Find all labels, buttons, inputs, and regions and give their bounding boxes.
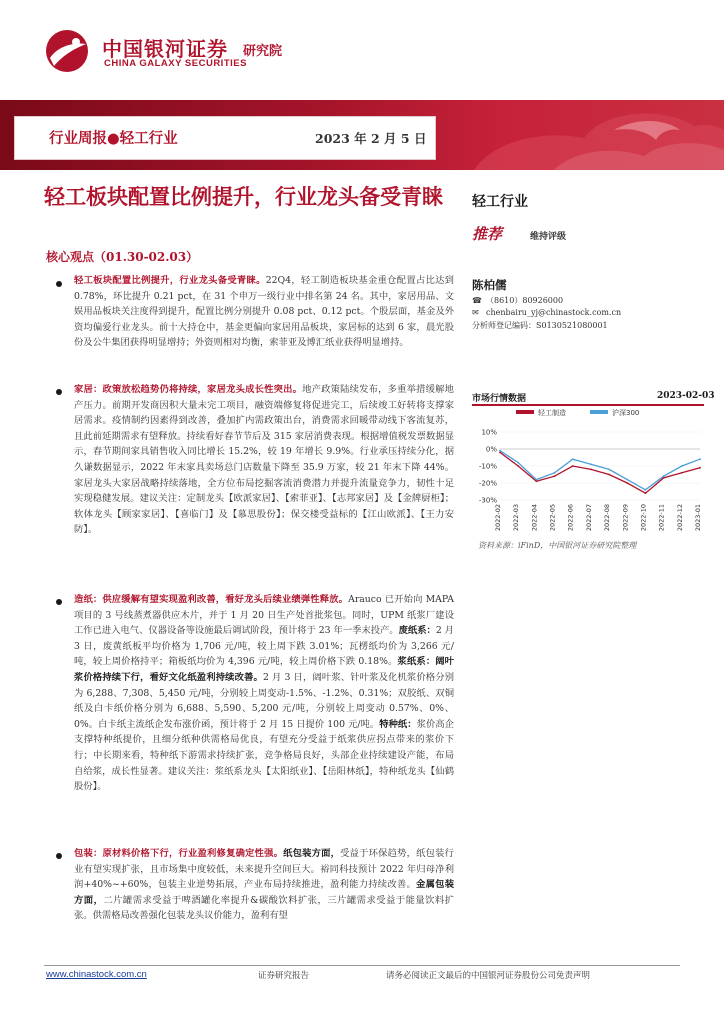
- bullet-dot: [56, 853, 62, 859]
- x-tick-label: 2022-05: [548, 504, 557, 532]
- cloud-ornament-icon: [434, 100, 724, 170]
- phone-number: （8610）80926000: [486, 296, 564, 305]
- chart-source: 资料来源：iFinD，中国银河证券研究院整理: [478, 541, 637, 550]
- bullet-3-heading: 造纸：供应缓解有望实现盈利改善，看好龙头后续业绩弹性释放。: [74, 594, 349, 605]
- bullet-3-special: 特种纸：: [379, 718, 417, 730]
- data-point: [626, 479, 628, 481]
- data-point: [608, 469, 610, 471]
- data-point: [590, 463, 592, 465]
- analyst-phone: [472, 295, 563, 306]
- data-point: [572, 458, 574, 460]
- bullet-3-body-2: 2 月 3 日，废黄纸板平均价格为 1,706 元/吨，较上周下跌 3.01%；瓦楞纸均价为 3,266 元/吨，较上周价格持平；箱板纸均价为 4,396 元/吨，较上周价格下跌 0.18%。: [74, 625, 454, 668]
- bullet-3-pulp-heading: 阔叶浆价格持续下行，看好文化纸盈利持续改善。: [74, 656, 454, 683]
- bullet-dot: [56, 389, 62, 395]
- y-tick-label: 10%: [481, 428, 497, 437]
- legend-label: 沪深300: [612, 409, 640, 417]
- legend-swatch: [590, 410, 608, 414]
- footer-disclaimer: 请务必阅读正文最后的中国银河证券股份公司免责声明: [386, 971, 591, 981]
- galaxy-logo-icon: [44, 28, 90, 74]
- bullet-2-body: 地产政策陆续发布，多重举措缓解地产压力。前期开发商因积大量未完工项目，融资端修复将促进完工，后续竣工好转将支撑家居需求。疫情制约因素得到改善，叠加扩内需政策出台，消费需求回暖带动线下客流复苏，且此前延期需求有望释放。持续看好春节节后及 315 家居消费表现。根据增值税发票数据显示，春节期间家具销售收入同比增长 15.2%，较 19 年增长 9.9%。行业承压持续分化，据久谦数据显示，2022 年末家具卖场总门店数量下降至 35.9 万家，较 21 年末下降 44%。家居龙头大家居战略持续落地，全方位布局挖掘客流消费潜力并提升流量竞争力，韧性十足实现稳健发展。建议关注：定制龙头【欧派家居】、【索菲亚】、【志邦家居】及【金牌厨柜】；软体龙头【顾家家居】、【喜临门】及【慕思股份】；保交楼受益标的【江山欧派】、【王力安防】。: [74, 384, 454, 536]
- bullet-4-paper: 纸包装方面，: [283, 848, 341, 859]
- report-category: 行业周报●轻工行业: [49, 130, 178, 147]
- brand-dept: 研究院: [243, 44, 283, 59]
- email-link[interactable]: chenbairu_yj@chinastock.com.cn: [486, 308, 622, 317]
- market-date: 2023-02-03: [657, 391, 715, 401]
- x-tick-label: 2022-09: [621, 504, 630, 532]
- x-tick-label: 2022-11: [657, 504, 666, 532]
- x-tick-label: 2022-03: [512, 504, 521, 532]
- mail-icon: ✉: [472, 308, 479, 317]
- legend-label: 轻工制造: [538, 409, 566, 417]
- rating-note: 维持评级: [530, 232, 567, 242]
- data-point: [681, 465, 683, 467]
- data-point: [535, 479, 537, 481]
- data-point: [645, 489, 647, 491]
- y-tick-label: -30%: [478, 496, 497, 505]
- data-point: [699, 467, 701, 469]
- y-tick-label: 0%: [485, 445, 497, 454]
- data-point: [681, 472, 683, 474]
- bullet-home: [74, 382, 454, 538]
- brand-name-cn: 中国银河证券: [102, 37, 228, 61]
- reg-code: S0130521080001: [536, 321, 608, 330]
- footer-url-link[interactable]: www.chinastock.com.cn: [46, 969, 147, 980]
- data-point: [499, 450, 501, 452]
- series-line-沪深300: [500, 451, 700, 490]
- header-band: [0, 100, 724, 170]
- data-point: [663, 475, 665, 477]
- sector-name: 轻工行业: [472, 194, 528, 210]
- reg-label: 分析师登记编码：: [472, 321, 536, 330]
- bullet-paper: [74, 592, 454, 795]
- y-tick-label: -20%: [478, 479, 497, 488]
- bullet-3-pulp: 浆纸系：: [397, 656, 436, 668]
- x-tick-label: 2022-07: [584, 504, 593, 532]
- y-tick-label: -10%: [478, 462, 497, 471]
- bullet-dot: [56, 599, 62, 605]
- data-point: [699, 458, 701, 460]
- bullet-3-body-1: Arauco 已开始向 MAPA 项目的 3 号线蒸煮器供应木片，并于 1 月 20 日生产处首批浆包。同时，UPM 纸浆厂建设工作已进入电气、仪器设备等设施最后调试阶段，预计将于 23 年一季末投产。: [74, 594, 454, 637]
- legend-swatch: [516, 410, 534, 414]
- data-point: [590, 469, 592, 471]
- data-point: [626, 482, 628, 484]
- bullet-4-metal: 金属包装方面，: [74, 879, 454, 906]
- x-tick-label: 2022-12: [675, 504, 684, 532]
- x-tick-label: 2023-01: [694, 504, 702, 532]
- brand-name-en: CHINA GALAXY SECURITIES: [104, 58, 247, 69]
- rating: 推荐: [472, 225, 503, 243]
- bullet-1-heading: 轻工板块配置比例提升，行业龙头备受青睐。: [74, 275, 266, 286]
- market-chart: [472, 406, 704, 536]
- analyst-name: 陈柏儒: [472, 278, 507, 292]
- bullet-2-heading: 家居：政策放松趋势仍将持续，家居龙头成长性突出。: [74, 384, 303, 395]
- data-point: [535, 480, 537, 482]
- x-tick-label: 2022-04: [530, 504, 539, 532]
- header-label-box: [14, 116, 436, 160]
- bullet-3-body-4: 浆价高企支撑特种纸提价，且细分纸种供需格局优良，有望充分受益于纸浆供应拐点带来的浆价下行；中长期来看，特种纸下游需求持续扩张，竞争格局良好，头部企业持续建设产能，布局自给浆，成长性显著。建议关注：浆纸系龙头【太阳纸业】、【岳阳林纸】，特种纸龙头【仙鹤股份】。: [74, 718, 454, 793]
- data-point: [572, 465, 574, 467]
- x-tick-label: 2022-02: [494, 504, 502, 532]
- bullet-1-body: 22Q4，轻工制造板块基金重仓配置占比达到 0.78%，环比提升 0.21 pct，在 31 个申万一级行业中排名第 24 名。其中，家居用品、文娱用品板块关注度得到提升，配置比例分别提升 0.08 pct、0.12 pct。个股层面，基金及外资均偏爱行业龙头。前十大持仓中，基金更偏向家居用品板块，家居标的达到 6 家，晨光股份及公牛集团获得明显增持；外资则相对均衡，索菲亚及博汇纸业获得明显增持。: [74, 275, 454, 349]
- bullet-dot: [56, 281, 62, 287]
- bullet-4-body-1: 受益于环保趋势，纸包装行业有望实现扩张，且市场集中度较低，未来提升空间巨大。裕同科技预计 2022 年归母净利润+40%~+60%，包装主业逆势拓展，产业布局持续推进，盈利能力持续改善。: [74, 848, 454, 891]
- footer-report-type: 证券研究报告: [258, 971, 310, 981]
- bullet-3-body-3: 2 月 3 日，阔叶浆、针叶浆及化机浆价格分别为 6,288、7,308、5,450 元/吨，分别较上周变动-1.5%、-1.2%、0.31%；双胶纸、双铜纸及白卡纸价格分别为 6,688、5,590、5,200 元/吨，分别较上周变动 0.57%、0%、0%。白卡纸主流纸企发布涨价函，预计将于 2 月 15 日提价 100 元/吨。: [74, 671, 454, 730]
- data-point: [554, 472, 556, 474]
- data-point: [645, 492, 647, 494]
- footer-rule: [44, 965, 680, 966]
- report-subtitle: 核心观点（01.30-02.03）: [46, 250, 199, 264]
- bullet-furniture-share: [74, 273, 454, 351]
- bullet-3-waste: 废纸系：: [398, 625, 436, 637]
- x-tick-label: 2022-06: [566, 504, 575, 532]
- data-point: [554, 475, 556, 477]
- x-tick-label: 2022-10: [639, 504, 648, 532]
- analyst-email: [472, 308, 621, 317]
- data-point: [517, 462, 519, 464]
- x-tick-label: 2022-08: [603, 504, 612, 532]
- phone-icon: ☎: [472, 296, 482, 305]
- report-title: 轻工板块配置比例提升，行业龙头备受青睐: [44, 184, 443, 209]
- bullet-4-heading: 包装：原材料价格下行，行业盈利修复确定性强。: [74, 848, 284, 859]
- analyst-reg: [472, 320, 608, 331]
- data-point: [608, 474, 610, 476]
- bullet-packaging: [74, 846, 454, 924]
- market-title: 市场行情数据: [472, 394, 527, 404]
- bullet-4-body-2: 二片罐需求受益于啤酒罐化率提升&碳酸饮料扩张，三片罐需求受益于能量饮料扩张。供需格局改善强化包装龙头议价能力，盈利有望: [74, 894, 454, 922]
- data-point: [517, 465, 519, 467]
- report-date: 2023 年 2 月 5 日: [315, 131, 427, 146]
